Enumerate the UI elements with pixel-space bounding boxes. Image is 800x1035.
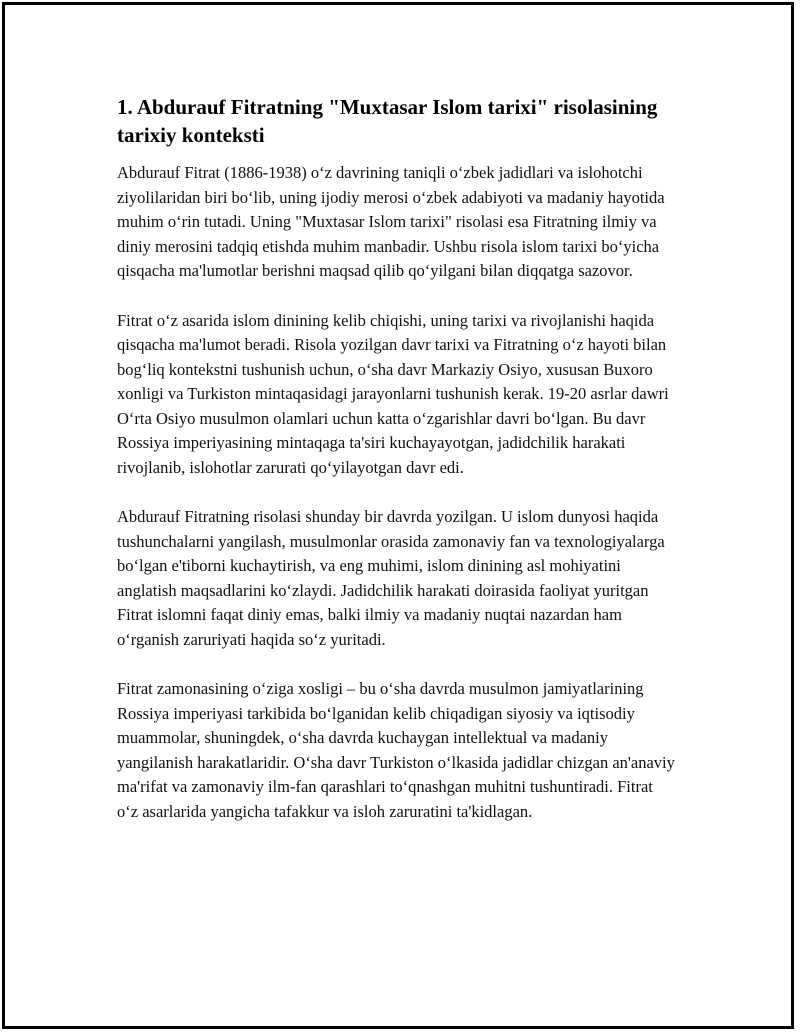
paragraph-4: Fitrat zamonasining o‘ziga xosligi – bu o‘sha davrda musulmon jamiyatlarining Rossiya imperiyasi tarkibida bo‘lganidan kelib chiqadigan siyosiy va iqtisodiy muammolar, shuningdek, o‘sha davrda kuchaygan intellektual va madaniy yangilanish harakatlaridir. O‘sha davr Turkiston o‘lkasida jadidlar chizgan an'anaviy ma'rifat va zamonaviy ilm-fan qarashlari to‘qnashgan muhitni tushuntiradi. Fitrat o‘z asarlarida yangicha tafakkur va isloh zaruratini ta'kidlagan. bbox=[117, 679, 675, 821]
paragraph-2: Fitrat o‘z asarida islom dinining kelib chiqishi, uning tarixi va rivojlanishi haqida qisqacha ma'lumot beradi. Risola yozilgan davr tarixi va Fitratning o‘z hayoti bilan bog‘liq kontekstni tushunish uchun, o‘sha davr Markaziy Osiyo, xususan Buxoro xonligi va Turkiston mintaqasidagi jarayonlarni tushunish kerak. 19-20 asrlar dawri O‘rta Osiyo musulmon olamlari uchun katta o‘zgarishlar davri bo‘lgan. Bu davr Rossiya imperiyasining mintaqaga ta'siri kuchayayotgan, jadidchilik harakati rivojlanib, islohotlar zarurati qo‘yilayotgan davr edi. bbox=[117, 310, 669, 477]
paragraph-1: Abdurauf Fitrat (1886-1938) o‘z davrining taniqli o‘zbek jadidlari va islohotchi ziyolilaridan biri bo‘lib, uning ijodiy merosi o‘zbek adabiyoti va madaniy hayotida muhim o‘rin tutadi. Uning "Muxtasar Islom tarixi" risolasi esa Fitratning ilmiy va diniy merosini tadqiq etishda muhim manbadir. Ushbu risola islom tarixi bo‘yicha qisqacha ma'lumotlar berishni maqsad qilib qo‘yilgani bilan diqqatga sazovor. bbox=[117, 163, 665, 280]
paragraph-3: Abdurauf Fitratning risolasi shunday bir davrda yozilgan. U islom dunyosi haqida tushunchalarni yangilash, musulmonlar orasida zamonaviy fan va texnologiyalarga bo‘lgan e'tiborni kuchaytirish, va eng muhimi, islom dinining asl mohiyatini anglatish maqsadlarini ko‘zlaydi. Jadidchilik harakati doirasida faoliyat yuritgan Fitrat islomni faqat diniy emas, balki ilmiy va madaniy nuqtai nazardan ham o‘rganish zaruriyati haqida so‘z yuritadi. bbox=[117, 507, 665, 649]
document-body bbox=[117, 93, 677, 849]
section-title: 1. Abdurauf Fitratning "Muxtasar Islom tarixi" risolasining tarixiy konteksti bbox=[117, 95, 658, 147]
